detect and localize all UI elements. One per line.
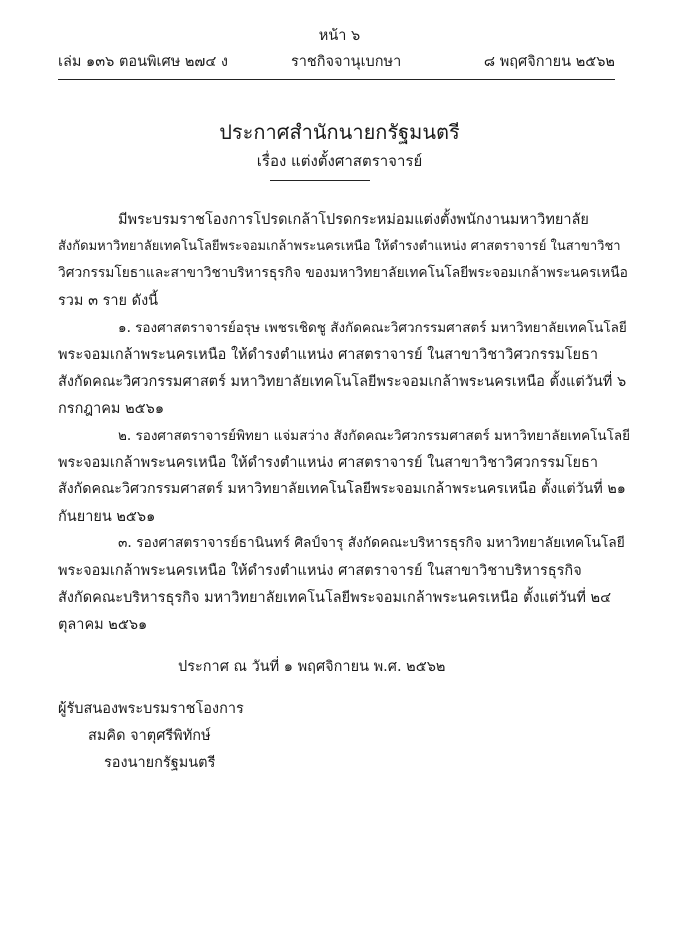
intro-line: รวม ๓ ราย ดังนี้	[58, 293, 159, 309]
appointee-1-line: กรกฎาคม ๒๕๖๑	[58, 401, 165, 417]
gazette-header	[58, 50, 615, 74]
announced-date: ประกาศ ณ วันที่ ๑ พฤศจิกายน พ.ศ. ๒๕๖๒	[178, 659, 446, 675]
publication-date: ๘ พฤศจิกายน ๒๕๖๒	[483, 54, 615, 70]
title-divider	[270, 180, 370, 181]
appointee-3-line: ตุลาคม ๒๕๖๑	[58, 617, 148, 633]
announcement-subject: เรื่อง แต่งตั้งศาสตราจารย์	[256, 152, 423, 170]
signer-position: รองนายกรัฐมนตรี	[104, 755, 216, 771]
header-divider	[58, 79, 615, 80]
intro-line: มีพระบรมราชโองการโปรดเกล้าโปรดกระหม่อมแต่งตั้งพนักงานมหาวิทยาลัย	[118, 212, 589, 228]
appointee-1-line: พระจอมเกล้าพระนครเหนือ ให้ดำรงตำแหน่ง ศาสตราจารย์ ในสาขาวิชาวิศวกรรมโยธา	[58, 347, 598, 363]
page-number: หน้า ๖	[318, 28, 361, 44]
appointee-3-line: พระจอมเกล้าพระนครเหนือ ให้ดำรงตำแหน่ง ศาสตราจารย์ ในสาขาวิชาบริหารธุรกิจ	[58, 563, 582, 579]
appointee-1-line: ๑. รองศาสตราจารย์อรุษ เพชรเชิดชู สังกัดคณะวิศวกรรมศาสตร์ มหาวิทยาลัยเทคโนโลยี	[118, 320, 627, 336]
volume-issue: เล่ม ๑๓๖ ตอนพิเศษ ๒๗๔ ง	[58, 54, 228, 70]
appointee-2-line: สังกัดคณะวิศวกรรมศาสตร์ มหาวิทยาลัยเทคโนโลยีพระจอมเกล้าพระนครเหนือ ตั้งแต่วันที่ ๒๑	[58, 481, 626, 497]
signer-name: สมคิด จาตุศรีพิทักษ์	[88, 728, 211, 744]
announcement-title: ประกาศสำนักนายกรัฐมนตรี	[219, 120, 460, 144]
gazette-name: ราชกิจจานุเบกษา	[291, 54, 402, 70]
appointee-2-line: พระจอมเกล้าพระนครเหนือ ให้ดำรงตำแหน่ง ศาสตราจารย์ ในสาขาวิชาวิศวกรรมโยธา	[58, 455, 598, 471]
appointee-3-line: สังกัดคณะบริหารธุรกิจ มหาวิทยาลัยเทคโนโลยีพระจอมเกล้าพระนครเหนือ ตั้งแต่วันที่ ๒๔	[58, 590, 612, 606]
appointee-3-line: ๓. รองศาสตราจารย์ธานินทร์ ศิลป์จารุ สังกัดคณะบริหารธุรกิจ มหาวิทยาลัยเทคโนโลยี	[118, 535, 625, 551]
intro-line: วิศวกรรมโยธาและสาขาวิชาบริหารธุรกิจ ของมหาวิทยาลัยเทคโนโลยีพระจอมเกล้าพระนครเหนือ	[58, 265, 628, 281]
intro-line: สังกัดมหาวิทยาลัยเทคโนโลยีพระจอมเกล้าพระนครเหนือ ให้ดำรงตำแหน่ง ศาสตราจารย์ ในสาขาวิชา	[58, 239, 621, 254]
countersign-label: ผู้รับสนองพระบรมราชโองการ	[58, 701, 244, 717]
appointee-2-line: กันยายน ๒๕๖๑	[58, 509, 156, 525]
appointee-2-line: ๒. รองศาสตราจารย์พิทยา แจ่มสว่าง สังกัดคณะวิศวกรรมศาสตร์ มหาวิทยาลัยเทคโนโลยี	[118, 428, 631, 444]
appointee-1-line: สังกัดคณะวิศวกรรมศาสตร์ มหาวิทยาลัยเทคโนโลยีพระจอมเกล้าพระนครเหนือ ตั้งแต่วันที่ ๖	[58, 374, 627, 390]
